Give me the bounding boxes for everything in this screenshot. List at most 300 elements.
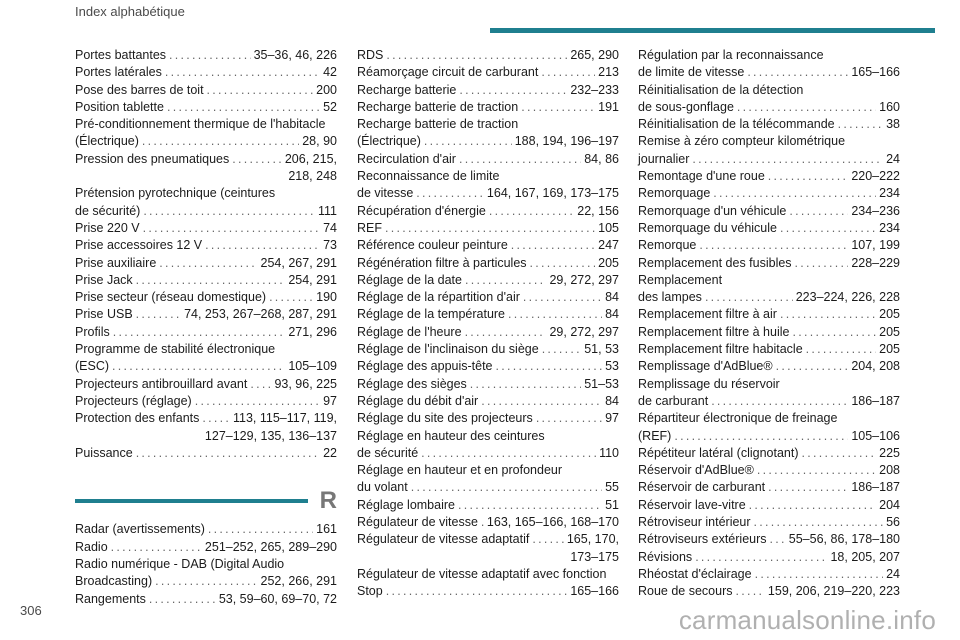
index-line (357, 393, 619, 410)
index-line (638, 289, 900, 306)
leader-dots (674, 428, 848, 445)
leader-dots (699, 237, 848, 254)
index-term: Révisions (638, 549, 693, 564)
index-entry (638, 255, 900, 272)
index-term: Réglage du débit d'air (357, 393, 479, 408)
page-refs: 35–36, 46, 226 (253, 48, 337, 62)
index-entry (357, 462, 619, 497)
index-line (357, 531, 619, 548)
page-refs: 84, 86 (584, 151, 619, 166)
page-refs: 247 (598, 238, 619, 253)
index-entry (638, 549, 900, 566)
index-line (357, 376, 619, 393)
leader-dots (424, 133, 512, 150)
leader-dots (757, 462, 876, 479)
index-entry (357, 151, 619, 168)
page-refs: 111 (317, 203, 337, 218)
index-term: du volant (357, 480, 408, 495)
leader-dots (489, 203, 574, 220)
index-line (357, 185, 619, 202)
leader-dots (754, 514, 884, 531)
index-term: Position tablette (75, 99, 164, 114)
index-term: Remplacement filtre à huile (638, 324, 790, 339)
index-term: Réservoir de carburant (638, 480, 766, 495)
leader-dots (111, 539, 202, 556)
index-term: Protection des enfants (75, 411, 200, 426)
index-line (638, 583, 900, 600)
page-refs: 213 (598, 65, 619, 80)
index-entry (357, 428, 619, 463)
index-term: Réservoir lave-vitre (638, 497, 746, 512)
leader-dots (789, 203, 848, 220)
page-refs: 204 (879, 497, 900, 512)
index-term: Répétiteur latéral (clignotant) (638, 445, 799, 460)
index-term: Réglage des appuis-tête (357, 359, 493, 374)
index-line (638, 445, 900, 462)
leader-dots (795, 255, 849, 272)
index-entry (638, 497, 900, 514)
leader-dots (269, 289, 313, 306)
index-line (75, 220, 337, 237)
page-refs: 56 (886, 515, 900, 530)
index-entry (638, 306, 900, 323)
index-column-3 (638, 47, 900, 601)
page-refs: 186–187 (851, 393, 900, 408)
index-term: Prise secteur (réseau domestique) (75, 290, 267, 305)
index-term: Réglage en hauteur et en profondeur (357, 463, 563, 478)
page-refs: 208 (879, 463, 900, 478)
index-term: Prise auxiliaire (75, 255, 157, 270)
index-entry (75, 289, 337, 306)
index-entry (75, 82, 337, 99)
index-line (75, 521, 337, 538)
leader-dots (695, 549, 827, 566)
leader-dots (511, 237, 595, 254)
index-entry (75, 539, 337, 556)
page-refs: 84 (605, 290, 619, 305)
index-term: Remorquage d'un véhicule (638, 203, 787, 218)
page-refs: 225 (879, 445, 900, 460)
index-entry (75, 220, 337, 237)
index-entry (75, 185, 337, 220)
index-entry (75, 341, 337, 376)
index-entry (357, 82, 619, 99)
leader-dots (195, 393, 320, 410)
index-column-2 (357, 47, 619, 601)
index-line (75, 237, 337, 254)
index-entry (357, 341, 619, 358)
leader-dots (711, 393, 848, 410)
leader-dots (155, 573, 257, 590)
index-term: Prise 220 V (75, 220, 140, 235)
page-refs-continued: 127–129, 135, 136–137 (204, 428, 337, 443)
page-refs: 223–224, 226, 228 (795, 290, 900, 305)
index-line (75, 324, 337, 341)
page-refs: 234 (879, 186, 900, 201)
page-refs: 93, 96, 225 (274, 376, 337, 391)
page-refs: 254, 291 (288, 272, 337, 287)
page-refs: 160 (879, 99, 900, 114)
page-refs: 254, 267, 291 (260, 255, 337, 270)
leader-dots (207, 82, 314, 99)
index-term: Programme de stabilité électronique (75, 342, 276, 357)
page-refs: 53, 59–60, 69–70, 72 (218, 591, 337, 606)
index-term: Remorquage (638, 186, 711, 201)
index-entry (638, 566, 900, 583)
index-term: Prise Jack (75, 272, 133, 287)
index-line (357, 583, 619, 600)
index-line (638, 514, 900, 531)
leader-dots (508, 306, 602, 323)
page-refs: 206, 215, (284, 151, 337, 166)
index-entry (357, 237, 619, 254)
index-line (75, 306, 337, 323)
leader-dots (421, 445, 596, 462)
index-line (357, 410, 619, 427)
index-term: Régénération filtre à particules (357, 255, 527, 270)
index-line (357, 514, 619, 531)
leader-dots (481, 514, 484, 531)
index-line (357, 220, 619, 237)
index-entry (357, 220, 619, 237)
watermark: carmanualsonline.info (678, 605, 936, 635)
index-entry (357, 497, 619, 514)
index-entry (75, 556, 337, 591)
page-refs-continued: 173–175 (570, 549, 619, 564)
leader-dots (416, 185, 484, 202)
index-term: Remplacement filtre à air (638, 307, 777, 322)
index-term: Remorquage du véhicule (638, 220, 777, 235)
index-entry (638, 341, 900, 358)
leader-dots (232, 151, 282, 168)
index-entry (75, 116, 337, 151)
index-line (638, 185, 900, 202)
page-refs: 228–229 (851, 255, 900, 270)
index-entry (75, 445, 337, 462)
index-line (75, 410, 337, 427)
index-line (357, 255, 619, 272)
index-line (638, 393, 900, 410)
index-line (357, 237, 619, 254)
index-term: Régulateur de vitesse adaptatif avec fonction (357, 566, 607, 581)
index-entry (75, 521, 337, 538)
entry-list-after (75, 521, 337, 607)
leader-dots (205, 237, 320, 254)
page-refs: 200 (316, 82, 337, 97)
index-entry (357, 168, 619, 203)
index-term: Projecteurs (réglage) (75, 393, 192, 408)
page-refs: 22, 156 (577, 203, 619, 218)
page-refs: 74, 253, 267–268, 287, 291 (184, 307, 337, 322)
index-term: Rangements (75, 591, 146, 606)
leader-dots (523, 289, 602, 306)
page-refs: 164, 167, 169, 173–175 (486, 186, 619, 201)
leader-dots (169, 47, 251, 64)
index-entry (357, 376, 619, 393)
index-term: Remplissage d'AdBlue® (638, 359, 773, 374)
index-term: (Électrique) (75, 134, 139, 149)
leader-dots (459, 151, 581, 168)
index-term: Réamorçage circuit de carburant (357, 65, 539, 80)
index-line (75, 591, 337, 608)
leader-dots (747, 64, 848, 81)
leader-dots (208, 521, 313, 538)
index-term: (Électrique) (357, 134, 421, 149)
page-refs: 22 (323, 445, 337, 460)
index-line (357, 341, 619, 358)
index-line (75, 151, 337, 168)
index-term: Portes latérales (75, 65, 162, 80)
index-entry (638, 203, 900, 220)
index-line (75, 255, 337, 272)
index-line (357, 324, 619, 341)
index-entry (75, 591, 337, 608)
index-entry (357, 99, 619, 116)
leader-dots (541, 64, 595, 81)
index-line (638, 428, 900, 445)
index-line (75, 539, 337, 556)
index-term: Roue de secours (638, 584, 733, 599)
index-line (357, 358, 619, 375)
leader-dots (780, 306, 876, 323)
index-entry (638, 220, 900, 237)
index-line (638, 324, 900, 341)
index-term: journalier (638, 151, 690, 166)
page-refs: 165, 170, (566, 532, 619, 547)
index-term: Réglage en hauteur des ceintures (357, 428, 545, 443)
index-line (638, 237, 900, 254)
index-entry (357, 272, 619, 289)
index-term: Puissance (75, 445, 133, 460)
page-number: 306 (20, 603, 42, 618)
index-entry (75, 99, 337, 116)
index-line (638, 151, 900, 168)
leader-dots (136, 306, 181, 323)
index-term: Prétension pyrotechnique (ceintures (75, 186, 276, 201)
index-entry (638, 47, 900, 82)
index-line (75, 64, 337, 81)
index-line (357, 479, 619, 496)
leader-dots (458, 497, 602, 514)
index-entry (638, 358, 900, 375)
index-term: Prise accessoires 12 V (75, 238, 203, 253)
index-line (638, 358, 900, 375)
page-refs: 51 (605, 497, 619, 512)
index-line (357, 133, 619, 150)
page-refs-continued: 218, 248 (288, 169, 337, 184)
index-line (638, 306, 900, 323)
page-refs: 159, 206, 219–220, 223 (767, 584, 900, 599)
index-line (357, 497, 619, 514)
index-entry (357, 566, 619, 601)
leader-dots (465, 324, 547, 341)
index-term: Reconnaissance de limite (357, 169, 500, 184)
leader-dots (167, 99, 320, 116)
page-refs: 191 (598, 99, 619, 114)
page-refs: 190 (316, 290, 337, 305)
index-entry (75, 237, 337, 254)
page-refs: 163, 165–166, 168–170 (486, 515, 619, 530)
index-term: RDS (357, 48, 384, 62)
index-line (75, 445, 337, 462)
index-term: Stop (357, 584, 383, 599)
entry-list (75, 47, 337, 462)
page-refs: 205 (879, 307, 900, 322)
index-entry (357, 47, 619, 64)
leader-dots (692, 151, 883, 168)
index-line (357, 151, 619, 168)
leader-dots (496, 358, 603, 375)
page-refs: 204, 208 (851, 359, 900, 374)
page-refs: 24 (886, 566, 900, 581)
page-refs: 52 (323, 99, 337, 114)
page-refs: 51–53 (584, 376, 619, 391)
index-term: Profils (75, 324, 110, 339)
index-term: Recharge batterie (357, 82, 457, 97)
index-term: Régulateur de vitesse (357, 515, 478, 530)
index-entry (75, 376, 337, 393)
leader-dots (385, 220, 595, 237)
page-refs: 205 (598, 255, 619, 270)
header-accent-bar (490, 28, 935, 33)
index-entry (638, 462, 900, 479)
index-entry (75, 272, 337, 289)
index-line (638, 566, 900, 583)
index-entry (357, 306, 619, 323)
index-line (357, 203, 619, 220)
index-term: Remontage d'une roue (638, 169, 765, 184)
index-entry (638, 410, 900, 445)
index-term: Réglage du site des projecteurs (357, 411, 533, 426)
page-refs: 24 (886, 151, 900, 166)
index-entry (638, 324, 900, 341)
page-refs: 186–187 (851, 480, 900, 495)
index-entry (357, 203, 619, 220)
page-refs: 53 (605, 359, 619, 374)
index-entry (75, 47, 337, 64)
page-refs: 220–222 (851, 169, 900, 184)
index-line (357, 82, 619, 99)
index-line (75, 376, 337, 393)
section-header-r (75, 487, 337, 515)
index-term: Remorque (638, 238, 697, 253)
index-term: Réinitialisation de la télécommande (638, 117, 835, 132)
index-term: Rétroviseur intérieur (638, 515, 751, 530)
index-term: REF (357, 220, 382, 235)
index-entry (638, 479, 900, 496)
index-term: de carburant (638, 393, 709, 408)
leader-dots (159, 255, 257, 272)
index-term: Projecteurs antibrouillard avant (75, 376, 248, 391)
index-term: Pose des barres de toit (75, 82, 204, 97)
index-term: (REF) (638, 428, 672, 443)
index-entry (638, 531, 900, 548)
leader-dots (411, 479, 602, 496)
page-refs: 84 (605, 307, 619, 322)
index-term: Remplacement filtre habitacle (638, 342, 803, 357)
index-entry (357, 255, 619, 272)
index-term: Remplacement (638, 272, 723, 287)
index-term: Radar (avertissements) (75, 522, 205, 537)
index-term: Référence couleur peinture (357, 238, 508, 253)
section-rule (75, 499, 308, 503)
index-line (638, 203, 900, 220)
index-entry (357, 116, 619, 151)
leader-dots (755, 566, 884, 583)
leader-dots (780, 220, 876, 237)
index-entry (75, 324, 337, 341)
page-refs: 105–109 (288, 359, 337, 374)
leader-dots (202, 410, 230, 427)
index-entry (638, 185, 900, 202)
leader-dots (143, 203, 315, 220)
leader-dots (802, 445, 877, 462)
index-term: Radio (75, 539, 108, 554)
page-refs: 73 (323, 238, 337, 253)
index-entry (75, 410, 337, 445)
index-entry (638, 272, 900, 307)
index-term: Réglage de l'heure (357, 324, 462, 339)
index-term: Pression des pneumatiques (75, 151, 230, 166)
index-entry (638, 583, 900, 600)
leader-dots (250, 376, 271, 393)
index-term: de sécurité (357, 445, 419, 460)
page-refs: 271, 296 (288, 324, 337, 339)
page-refs: 161 (316, 522, 337, 537)
index-term: Prise USB (75, 307, 133, 322)
index-line (638, 462, 900, 479)
index-term: Réglage de la date (357, 272, 462, 287)
index-line (638, 341, 900, 358)
leader-dots (542, 341, 582, 358)
index-term: Broadcasting) (75, 574, 153, 589)
page-refs: 113, 115–117, 119, (232, 411, 337, 426)
index-line (638, 116, 900, 133)
index-entry (357, 324, 619, 341)
index-term: de sécurité) (75, 203, 141, 218)
index-term: Régulation par la reconnaissance (638, 48, 824, 62)
index-column-1 (75, 47, 337, 608)
index-term: Rhéostat d'éclairage (638, 566, 752, 581)
index-line (75, 573, 337, 590)
index-line (638, 531, 900, 548)
index-term: Réglage de la répartition d'air (357, 290, 520, 305)
index-term: Pré-conditionnement thermique de l'habitacle (75, 117, 326, 132)
leader-dots (770, 531, 786, 548)
index-entry (638, 514, 900, 531)
index-term: Réservoir d'AdBlue® (638, 463, 754, 478)
index-term: (ESC) (75, 359, 110, 374)
leader-dots (521, 99, 595, 116)
leader-dots (386, 47, 567, 64)
page-refs: 107, 199 (851, 238, 900, 253)
page-refs: 84 (605, 393, 619, 408)
page-refs: 165–166 (851, 65, 900, 80)
index-line (357, 289, 619, 306)
index-entry (638, 116, 900, 133)
index-line (75, 289, 337, 306)
leader-dots (532, 531, 564, 548)
index-term: de sous-gonflage (638, 99, 734, 114)
leader-dots (470, 376, 581, 393)
index-entry (357, 358, 619, 375)
leader-dots (736, 583, 765, 600)
page-refs: 29, 272, 297 (549, 272, 619, 287)
index-line (357, 272, 619, 289)
index-line (638, 549, 900, 566)
leader-dots (792, 324, 876, 341)
leader-dots (459, 82, 567, 99)
